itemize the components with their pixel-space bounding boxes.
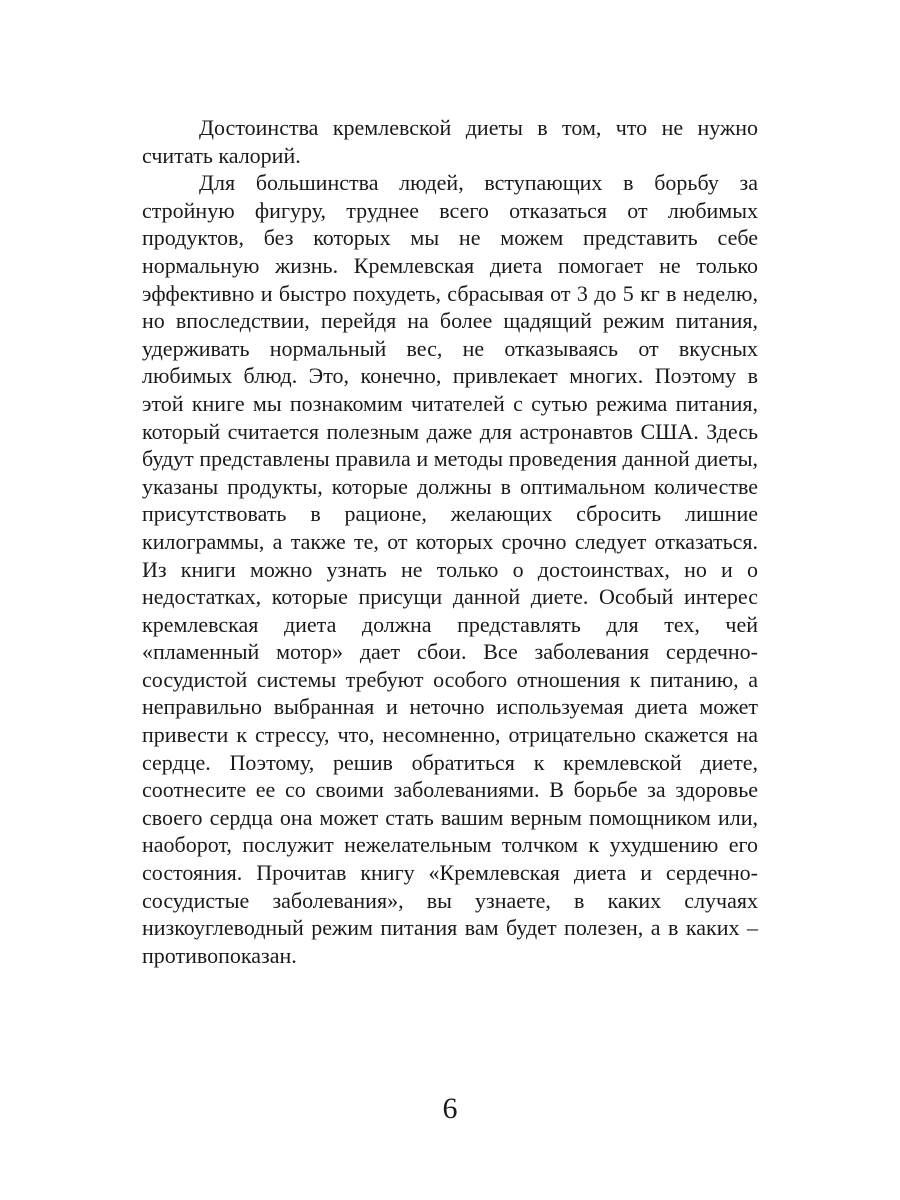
paragraph: Достоинства кремлевской диеты в том, что не нужно считать калорий. (142, 115, 758, 168)
body-text (142, 114, 758, 969)
paragraph: Для большинства людей, вступающих в борьбу за стройную фигуру, труднее всего отказаться от любимых продуктов, без которых мы не можем представить себе нормальную жизнь. Кремлевская диета помогает не только эффективно и быстро похудеть, сбрасывая от 3 до 5 кг в неделю, но впоследствии, перейдя на более щадящий режим питания, удерживать нормальный вес, не отказываясь от вкусных любимых блюд. Это, конечно, привлекает многих. Поэтому в этой книге мы познакомим читателей с сутью режима питания, который считается полезным даже для астронавтов США. Здесь будут представлены правила и методы проведения данной диеты, указаны продукты, которые должны в оптимальном количестве присутствовать в рационе, желающих сбросить лишние килограммы, а также те, от которых срочно следует отказаться. Из книги можно узнать не только о достоинствах, но и о недостатках, которые присущи данной диете. Особый интерес кремлевская диета должна представлять для тех, чей «пламенный мотор» дает сбои. Все заболевания сердечно-сосудистой системы требуют особого отношения к питанию, а неправильно выбранная и неточно используемая диета может привести к стрессу, что, несомненно, отрицательно скажется на сердце. Поэтому, решив обратиться к кремлевской диете, соотнесите ее со своими заболеваниями. В борьбе за здоровье своего сердца она может стать вашим верным помощником или, наоборот, послужит нежелательным толчком к ухудшению его состояния. Прочитав книгу «Кремлевская диета и сердечно-сосудистые заболевания», вы узнаете, в каких случаях низкоуглеводный режим питания вам будет полезен, а в каких – противопоказан. (142, 170, 758, 968)
page-number: 6 (442, 1092, 458, 1125)
